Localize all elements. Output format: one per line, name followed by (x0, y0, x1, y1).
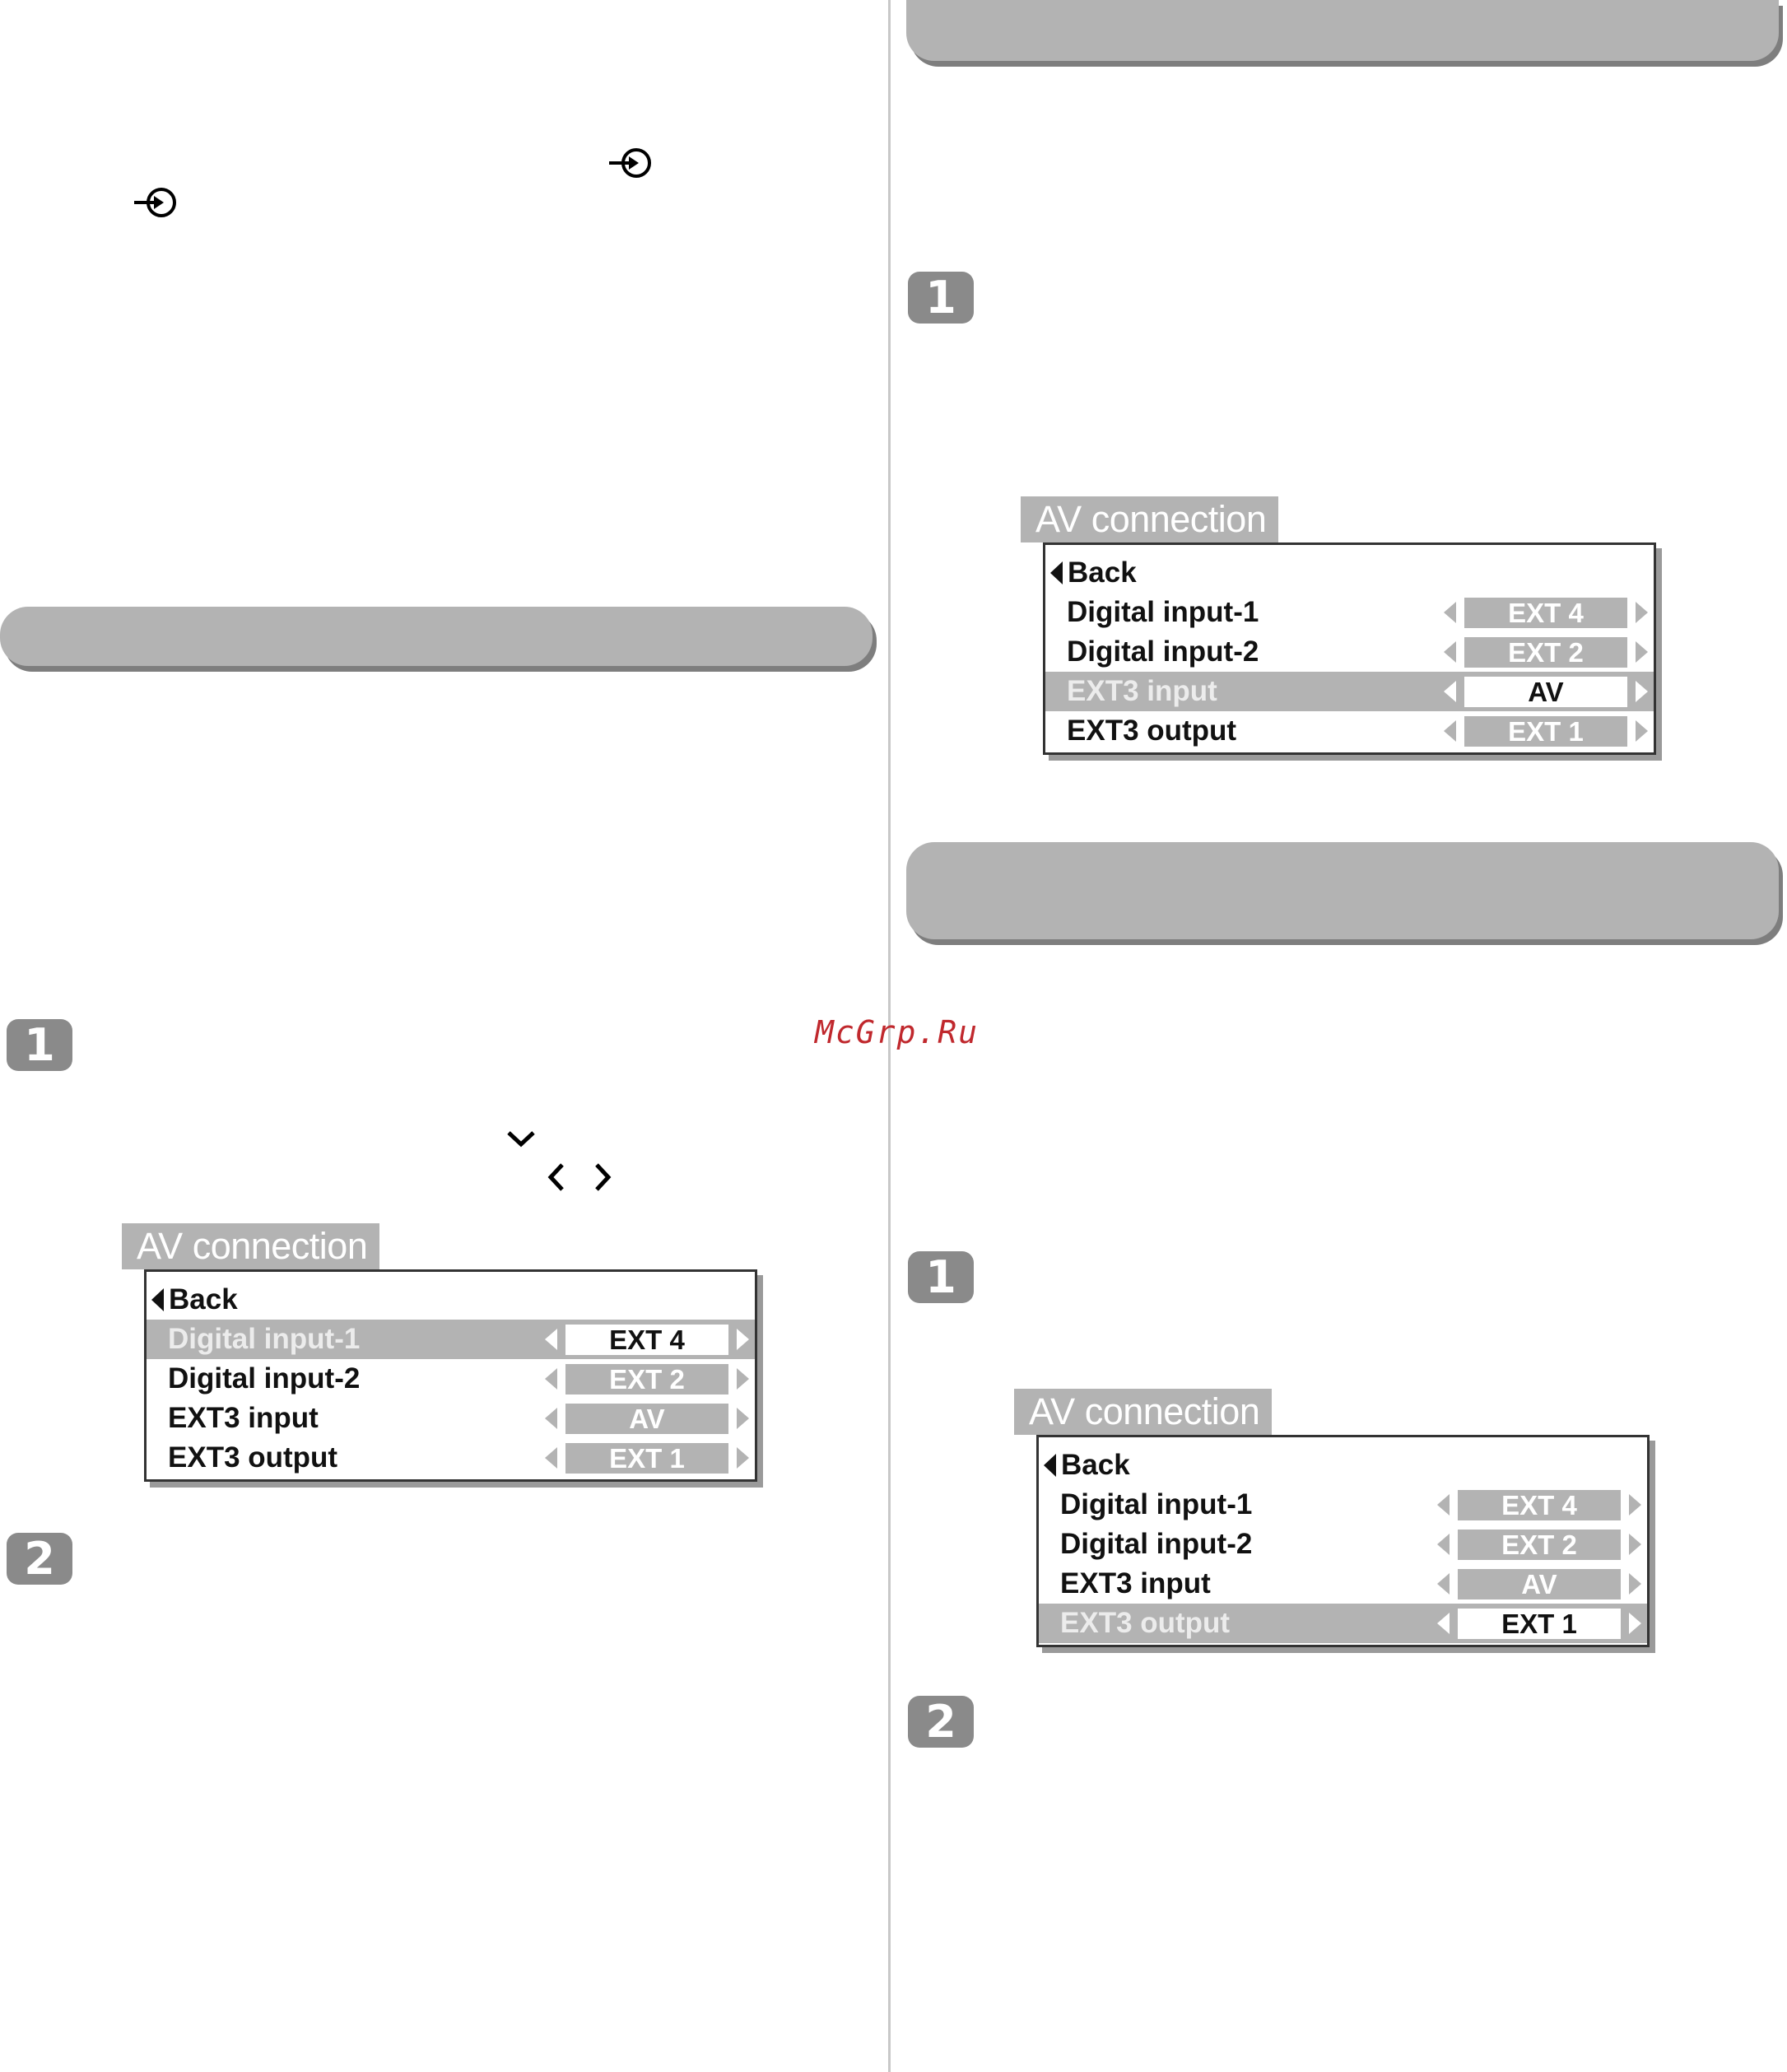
arrow-left-icon[interactable] (1444, 602, 1456, 623)
back-arrow-icon (151, 1288, 164, 1311)
arrow-right-icon[interactable] (737, 1408, 749, 1429)
menu-row-digital-input-2[interactable] (147, 1359, 755, 1399)
menu-item-value: AV (1458, 1569, 1621, 1599)
av-connection-menu (1021, 496, 1663, 760)
menu-row-ext3-output[interactable] (147, 1438, 755, 1478)
menu-box (144, 1269, 757, 1482)
menu-item-label: Back (1068, 556, 1137, 589)
menu-item-label: Digital input-2 (1067, 636, 1259, 668)
menu-title: AV connection (1021, 496, 1278, 542)
arrow-left-icon[interactable] (545, 1447, 557, 1469)
menu-item-value: EXT 1 (1458, 1609, 1621, 1639)
arrow-right-icon[interactable] (737, 1329, 749, 1350)
watermark-text: McGrp.Ru (815, 1014, 980, 1050)
menu-item-value: EXT 2 (1464, 637, 1627, 668)
menu-title: AV connection (122, 1223, 379, 1269)
menu-row-ext3-input[interactable] (1039, 1564, 1647, 1604)
step-badge: 2 (7, 1533, 72, 1585)
step-badge: 1 (908, 272, 974, 324)
menu-back-item[interactable] (147, 1280, 755, 1320)
arrow-left-icon[interactable] (1437, 1613, 1450, 1634)
menu-box (1036, 1435, 1650, 1647)
arrow-left-icon[interactable] (1444, 720, 1456, 742)
menu-row-ext3-input[interactable] (147, 1399, 755, 1438)
chevron-left-icon (547, 1162, 566, 1192)
menu-item-value: EXT 4 (1458, 1490, 1621, 1520)
input-source-icon (133, 184, 180, 221)
back-arrow-icon (1050, 561, 1063, 584)
menu-item-value: EXT 2 (565, 1364, 728, 1395)
section-header-banner (906, 0, 1779, 61)
menu-item-label: Digital input-1 (1067, 596, 1259, 628)
menu-row-digital-input-2[interactable] (1039, 1525, 1647, 1564)
menu-row-digital-input-1[interactable] (147, 1320, 755, 1359)
menu-item-value: EXT 4 (565, 1325, 728, 1355)
menu-item-value: EXT 2 (1458, 1530, 1621, 1560)
step-badge: 2 (908, 1696, 974, 1748)
menu-row-ext3-output[interactable] (1045, 711, 1654, 751)
arrow-left-icon[interactable] (545, 1368, 557, 1390)
arrow-right-icon[interactable] (1629, 1573, 1641, 1595)
menu-item-label: Digital input-1 (1060, 1488, 1253, 1520)
menu-row-ext3-output[interactable] (1039, 1604, 1647, 1643)
av-connection-menu (122, 1223, 764, 1487)
menu-item-label: EXT3 input (1067, 675, 1217, 707)
arrow-left-icon[interactable] (1437, 1573, 1450, 1595)
step-badge: 1 (7, 1019, 72, 1071)
menu-back-item[interactable] (1039, 1446, 1647, 1485)
section-header-banner (0, 607, 873, 666)
menu-item-value: AV (565, 1404, 728, 1434)
arrow-left-icon[interactable] (1444, 641, 1456, 663)
section-header-banner (906, 842, 1779, 939)
av-connection-menu (1014, 1389, 1656, 1652)
input-source-icon (607, 145, 655, 181)
arrow-right-icon[interactable] (1636, 641, 1648, 663)
arrow-left-icon[interactable] (545, 1329, 557, 1350)
chevron-right-icon (593, 1162, 612, 1192)
menu-item-label: Back (169, 1283, 238, 1315)
menu-row-digital-input-1[interactable] (1039, 1485, 1647, 1525)
menu-title: AV connection (1014, 1389, 1272, 1435)
menu-item-label: EXT3 output (168, 1441, 338, 1474)
arrow-left-icon[interactable] (1444, 681, 1456, 702)
menu-item-label: Digital input-2 (1060, 1528, 1253, 1560)
arrow-left-icon[interactable] (1437, 1494, 1450, 1516)
arrow-right-icon[interactable] (737, 1368, 749, 1390)
menu-box (1043, 542, 1656, 755)
menu-item-label: Back (1061, 1449, 1130, 1481)
menu-item-label: EXT3 input (168, 1402, 319, 1434)
arrow-left-icon[interactable] (545, 1408, 557, 1429)
menu-item-label: EXT3 input (1060, 1567, 1211, 1599)
menu-item-value: EXT 4 (1464, 598, 1627, 628)
menu-item-value: EXT 1 (1464, 716, 1627, 747)
menu-row-digital-input-2[interactable] (1045, 632, 1654, 672)
step-badge: 1 (908, 1251, 974, 1303)
back-arrow-icon (1044, 1454, 1056, 1477)
menu-back-item[interactable] (1045, 553, 1654, 593)
menu-item-label: EXT3 output (1060, 1607, 1231, 1639)
arrow-right-icon[interactable] (1629, 1613, 1641, 1634)
chevron-down-icon (505, 1129, 537, 1149)
menu-item-value: AV (1464, 677, 1627, 707)
arrow-right-icon[interactable] (737, 1447, 749, 1469)
menu-item-value: EXT 1 (565, 1443, 728, 1474)
arrow-left-icon[interactable] (1437, 1534, 1450, 1555)
menu-item-label: EXT3 output (1067, 715, 1237, 747)
menu-item-label: Digital input-2 (168, 1362, 361, 1395)
arrow-right-icon[interactable] (1629, 1534, 1641, 1555)
arrow-right-icon[interactable] (1636, 602, 1648, 623)
arrow-right-icon[interactable] (1629, 1494, 1641, 1516)
menu-row-digital-input-1[interactable] (1045, 593, 1654, 632)
arrow-right-icon[interactable] (1636, 720, 1648, 742)
menu-item-label: Digital input-1 (168, 1323, 361, 1355)
menu-row-ext3-input[interactable] (1045, 672, 1654, 711)
arrow-right-icon[interactable] (1636, 681, 1648, 702)
